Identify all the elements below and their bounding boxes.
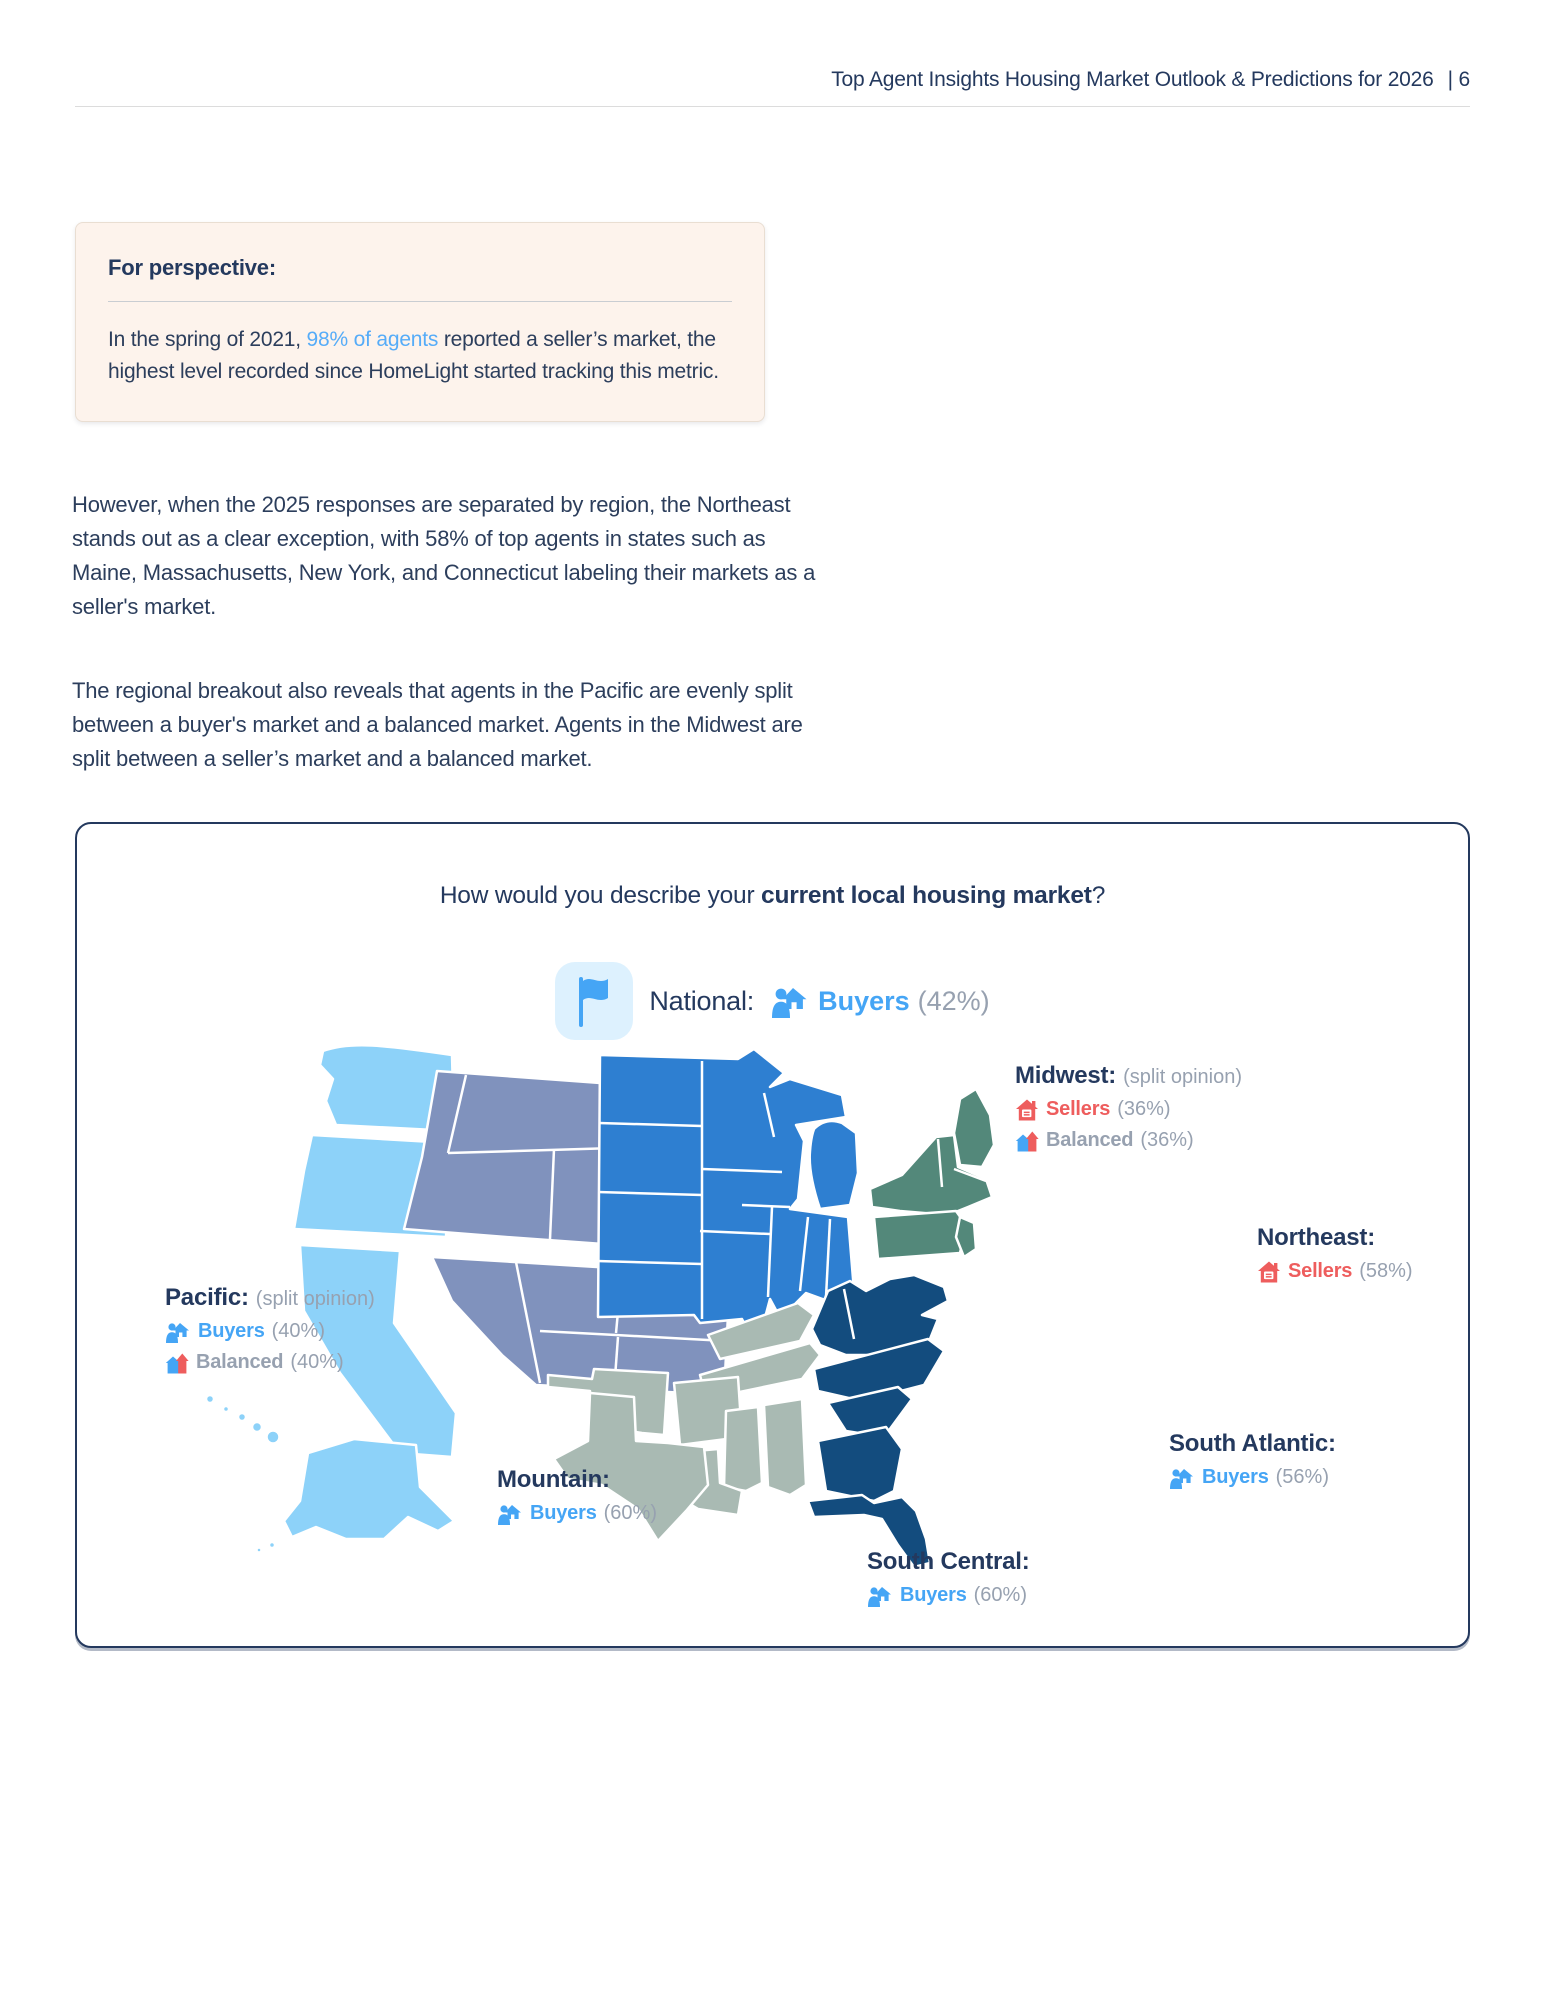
flag-chip [555, 962, 633, 1040]
legend-pacific [165, 1284, 375, 1374]
housing-market-map-figure [75, 822, 1470, 1648]
legend-pacific-title: Pacific: [165, 1284, 249, 1311]
callout-heading: For perspective: [108, 255, 276, 280]
figure-title-post: ? [1091, 882, 1106, 909]
perspective-callout [75, 222, 765, 422]
page-header [831, 68, 1470, 92]
national-summary-row [77, 962, 1468, 1040]
header-divider [75, 106, 1470, 107]
map-region-northeast [870, 1089, 994, 1259]
balanced-icon [165, 1352, 189, 1374]
legend-line-midwest-sellers [1015, 1098, 1242, 1121]
flag-icon [572, 973, 616, 1029]
buyers-icon [497, 1503, 523, 1525]
legend-midwest [1015, 1062, 1242, 1152]
legend-south-atlantic-buyers-value: (56%) [1275, 1466, 1329, 1488]
document-title: Top Agent Insights Housing Market Outlook & Predictions for 2026 [831, 68, 1434, 91]
legend-line-south-central-buyers [867, 1584, 1030, 1607]
figure-title-bold: current local housing market [761, 882, 1092, 909]
callout-body [108, 324, 732, 387]
body-paragraph-2: The regional breakout also reveals that agents in the Pacific are evenly split between a buyer's market and a balanced market. Agents in the Midwest are split between a seller’s market and a balanced market. [72, 678, 803, 772]
legend-midwest-balanced-label: Balanced [1046, 1129, 1134, 1151]
legend-northeast-sellers-label: Sellers [1288, 1260, 1353, 1282]
legend-mountain-buyers-label: Buyers [530, 1502, 597, 1524]
legend-pacific-note: (split opinion) [255, 1288, 375, 1310]
legend-pacific-balanced-value: (40%) [290, 1351, 344, 1373]
legend-mountain-buyers-value: (60%) [603, 1502, 657, 1524]
map-region-midwest [597, 1049, 858, 1331]
legend-northeast [1257, 1224, 1413, 1283]
legend-line-pacific-balanced [165, 1351, 375, 1374]
legend-midwest-sellers-label: Sellers [1046, 1098, 1111, 1120]
legend-line-midwest-balanced [1015, 1129, 1242, 1152]
sellers-icon [1257, 1261, 1281, 1283]
legend-south-atlantic-buyers-label: Buyers [1202, 1466, 1269, 1488]
balanced-icon [1015, 1130, 1039, 1152]
callout-divider [108, 301, 732, 302]
legend-south-central-title: South Central: [867, 1548, 1030, 1575]
sellers-icon [1015, 1099, 1039, 1121]
legend-mountain [497, 1466, 657, 1525]
legend-mountain-title: Mountain: [497, 1466, 610, 1493]
page-number: | 6 [1447, 68, 1470, 91]
legend-south-atlantic-title: South Atlantic: [1169, 1430, 1336, 1457]
callout-text-post: reported a seller’s market, the highest level recorded since HomeLight started tracking this metric. [108, 328, 719, 383]
legend-south-atlantic [1169, 1430, 1336, 1489]
national-answer-value: (42%) [917, 985, 990, 1016]
buyers-icon [165, 1321, 191, 1343]
legend-midwest-title: Midwest: [1015, 1062, 1117, 1089]
legend-south-central-buyers-label: Buyers [900, 1584, 967, 1606]
national-answer-label: Buyers [818, 985, 910, 1016]
legend-midwest-note: (split opinion) [1123, 1066, 1243, 1088]
legend-northeast-title: Northeast: [1257, 1224, 1376, 1251]
legend-midwest-sellers-value: (36%) [1117, 1098, 1171, 1120]
figure-title-pre: How would you describe your [439, 882, 762, 909]
national-answer [770, 985, 990, 1018]
legend-pacific-balanced-label: Balanced [196, 1351, 284, 1373]
callout-text-pre: In the spring of 2021, [108, 328, 307, 351]
legend-line-mountain-buyers [497, 1502, 657, 1525]
buyers-icon [1169, 1467, 1195, 1489]
map-region-south-atlantic [808, 1275, 948, 1567]
agents-stat-link[interactable]: 98% of agents [306, 328, 439, 351]
figure-title [77, 882, 1468, 910]
legend-line-south-atlantic-buyers [1169, 1466, 1336, 1489]
legend-pacific-buyers-label: Buyers [198, 1320, 265, 1342]
legend-line-northeast-sellers [1257, 1260, 1413, 1283]
legend-south-central [867, 1548, 1030, 1607]
body-paragraph-1: However, when the 2025 responses are separated by region, the Northeast stands out as a clear exception, with 58% of top agents in states such as Maine, Massachusetts, New York, and Connecticut labeling their markets as a seller's market. [72, 492, 816, 620]
buyers-icon [770, 985, 810, 1018]
national-label: National: [649, 985, 755, 1016]
legend-line-pacific-buyers [165, 1320, 375, 1343]
legend-pacific-buyers-value: (40%) [271, 1320, 325, 1342]
legend-midwest-balanced-value: (36%) [1140, 1129, 1194, 1151]
buyers-icon [867, 1585, 893, 1607]
legend-south-central-buyers-value: (60%) [973, 1584, 1027, 1606]
legend-northeast-sellers-value: (58%) [1359, 1260, 1413, 1282]
